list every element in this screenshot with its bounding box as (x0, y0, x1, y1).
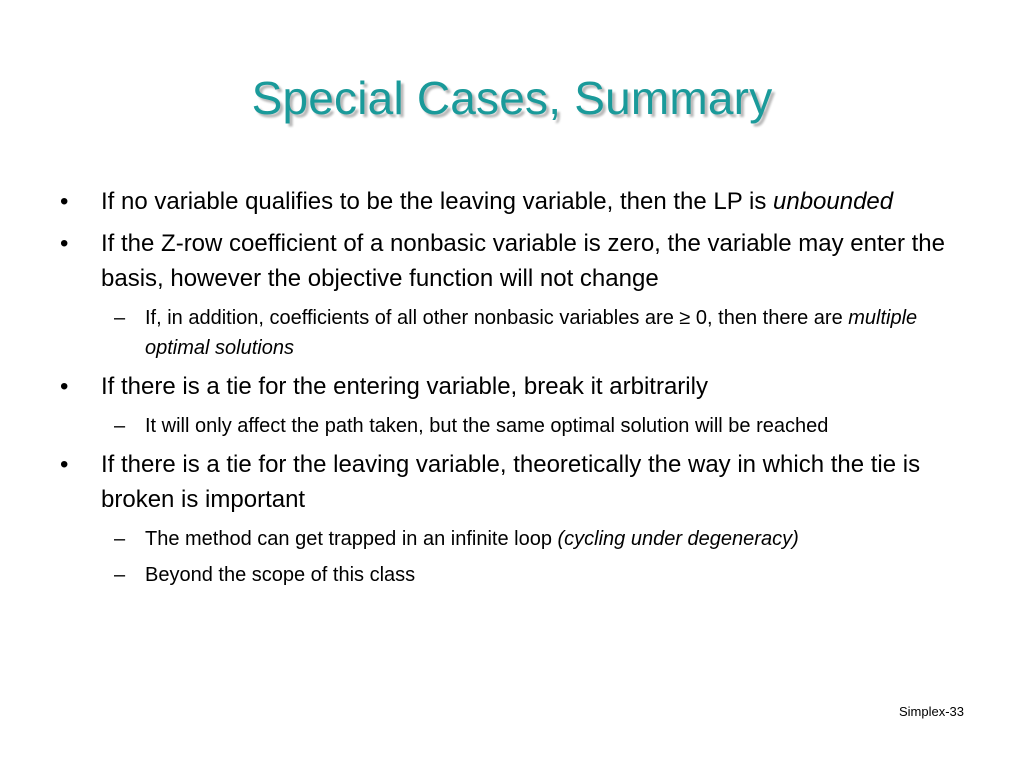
sub-bullet-cycling (101, 524, 970, 554)
bullet-text: If there is a tie for the entering variable, break it arbitrarily (101, 373, 708, 400)
sub-bullet-emphasis: (cycling under degeneracy) (557, 528, 799, 550)
bullet-item-zrow-zero (60, 226, 970, 296)
bullet-emphasis: unbounded (773, 188, 894, 215)
bullet-marker: • (60, 188, 69, 215)
sub-bullet-text: Beyond the scope of this class (145, 564, 416, 586)
sub-bullet-text: It will only affect the path taken, but the same optimal solution will be reached (145, 415, 829, 437)
sub-bullet-text: The method can get trapped in an infinite loop (145, 528, 558, 550)
slide-title: Special Cases, Summary (251, 72, 773, 124)
bullet-item-leaving-tie (60, 447, 970, 517)
bullet-text: If no variable qualifies to be the leaving variable, then the LP is (101, 188, 773, 215)
bullet-marker: • (60, 373, 69, 400)
bullet-item-unbounded (60, 184, 970, 219)
sub-bullet-path-taken (101, 411, 970, 441)
dash-marker: – (114, 564, 126, 586)
dash-marker: – (114, 415, 126, 437)
bullet-item-entering-tie (60, 369, 970, 404)
slide-number-label: Simplex-33 (898, 704, 964, 719)
dash-marker: – (114, 528, 126, 550)
sub-bullet-text: If, in addition, coefficients of all other nonbasic variables are ≥ 0, then there are (145, 307, 849, 329)
sub-bullet-scope (101, 560, 970, 590)
bullet-text: If there is a tie for the leaving variable, theoretically the way in which the tie is broken is important (101, 451, 921, 513)
sub-bullet-multiple-optima (101, 303, 970, 363)
dash-marker: – (114, 307, 126, 329)
sub-bullet-emphasis: multiple optimal solutions (145, 307, 918, 359)
bullet-marker: • (60, 230, 69, 257)
bullet-text: If the Z-row coefficient of a nonbasic variable is zero, the variable may enter the basis, however the objective function will not change (101, 230, 945, 292)
bullet-marker: • (60, 451, 69, 478)
bullet-list (60, 184, 970, 596)
